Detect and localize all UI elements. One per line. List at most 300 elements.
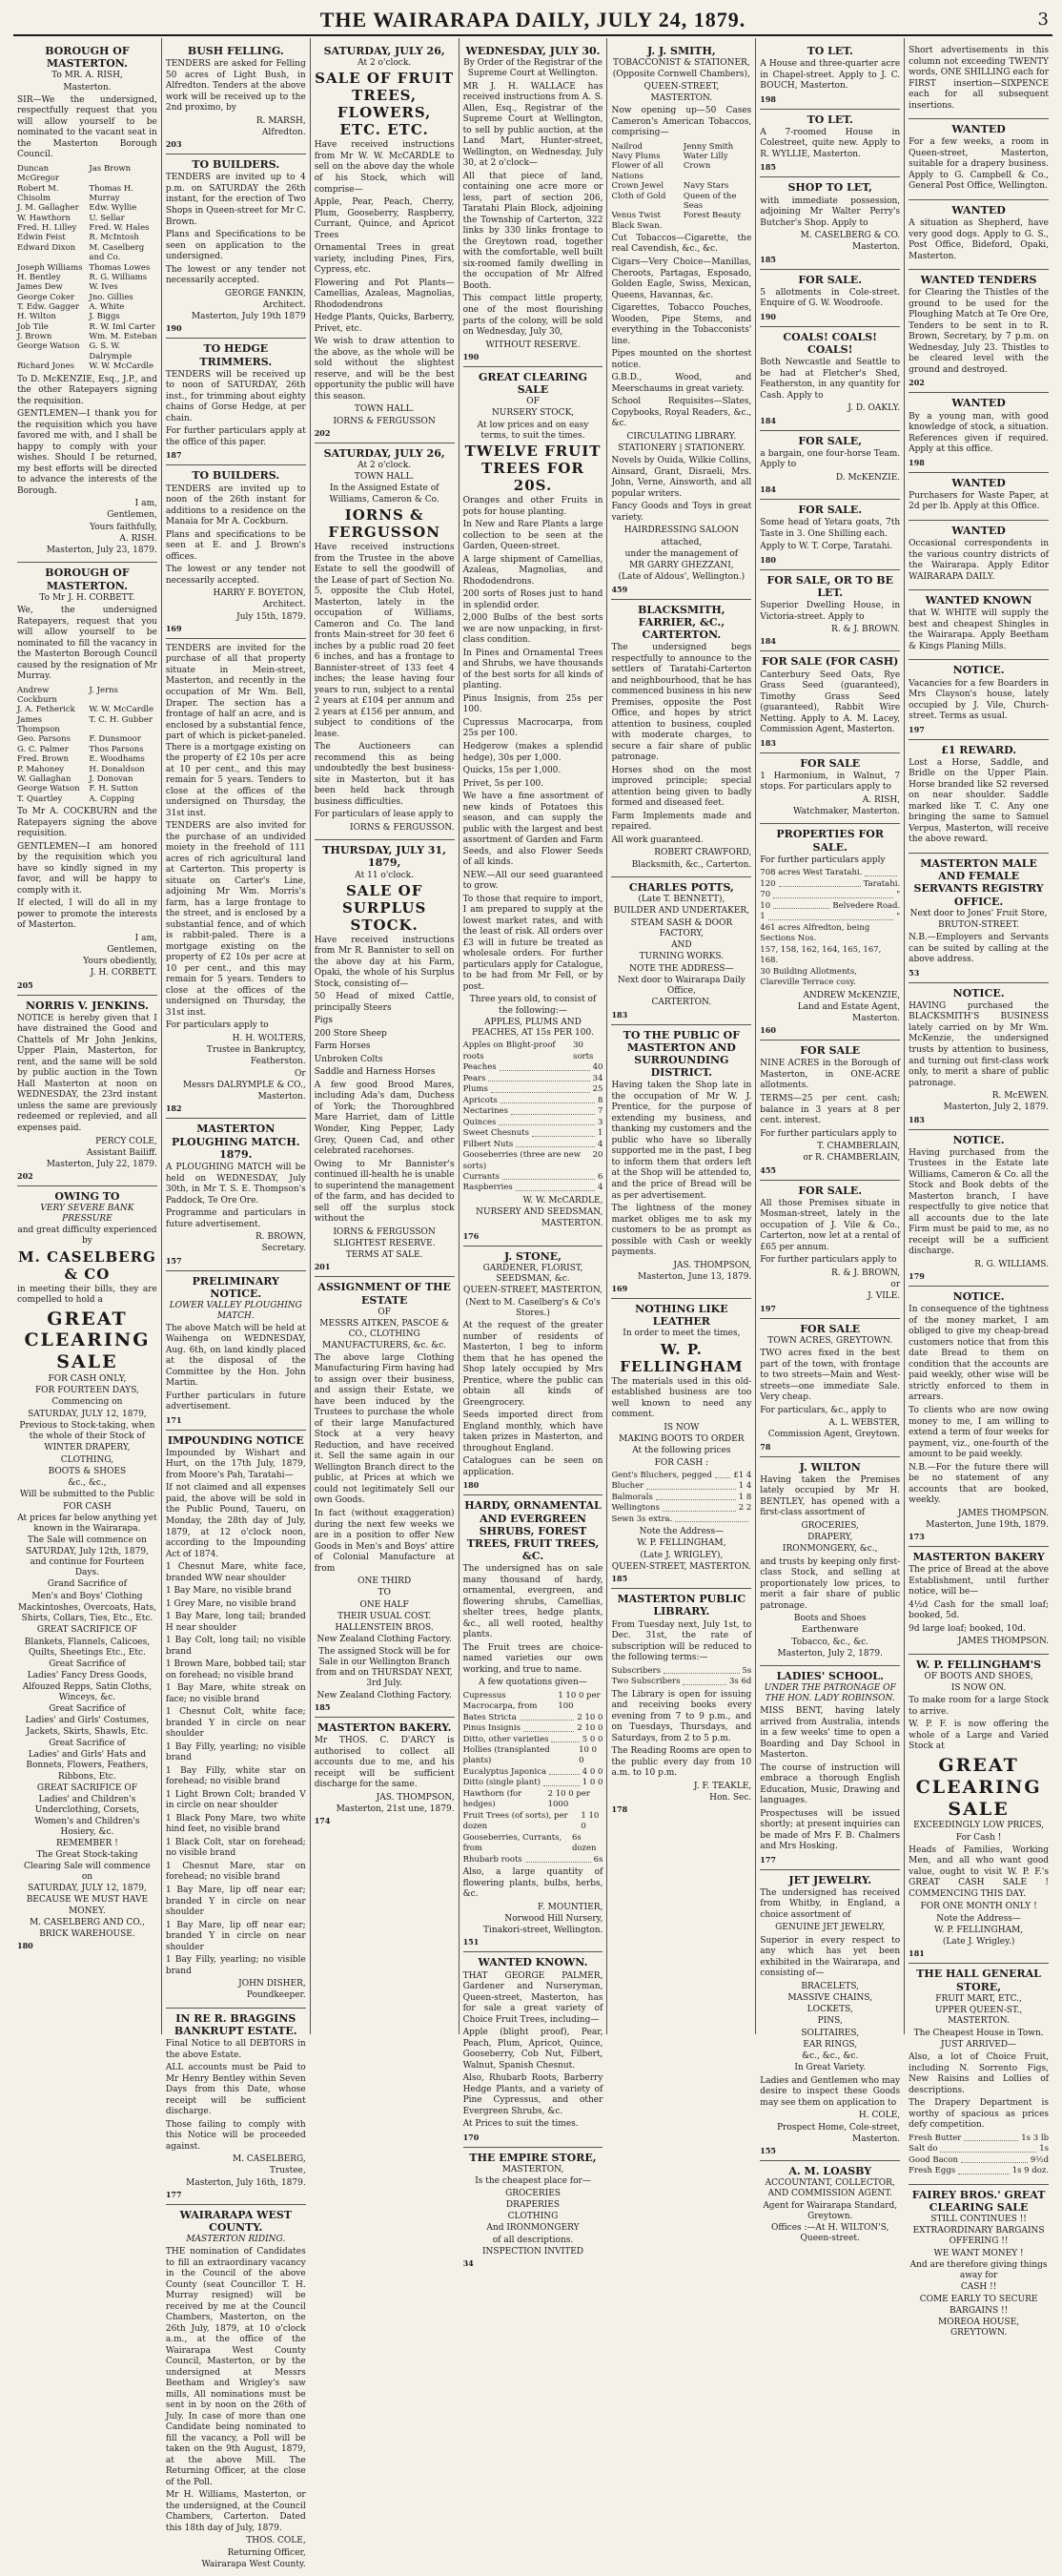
ad-signature: A. L. WEBSTER, <box>828 1418 901 1429</box>
price-row <box>463 1745 603 1767</box>
price-item: Gent's Bluchers, pegged <box>611 1470 712 1480</box>
ad-signature: Masterton, July 19th 1879 <box>191 312 306 322</box>
ad-number: 171 <box>165 1414 182 1425</box>
ad-heading: FOR SALE, <box>798 434 863 447</box>
ad-heading: FOR SALE (FOR CASH) <box>762 655 899 669</box>
ad-paragraph: Quicks, 15s per 1,000. <box>462 766 562 776</box>
price-item: 10 <box>760 900 771 911</box>
advertisement <box>760 1870 900 2161</box>
column-4 <box>460 38 608 2269</box>
ad-paragraph: If elected, I will do all in my power to promote the interests of Masterton. <box>17 898 157 931</box>
price-list <box>760 868 900 988</box>
price-value: 2 10 0 <box>577 1712 603 1722</box>
ad-line: The Great Stock-taking Clearing Sale will commence on <box>23 1850 151 1882</box>
price-item: Fruit Trees (of sorts), per dozen <box>462 1810 568 1832</box>
price-row <box>463 1118 603 1128</box>
ad-signature: T. CHAMBERLAIN, <box>817 1142 901 1152</box>
price-value: 2 10 0 per 1000 <box>547 1788 590 1810</box>
ad-line: IS NOW ON. <box>950 1683 1007 1694</box>
ad-number: 183 <box>760 737 776 748</box>
ad-heading: MASTERTON MALE AND FEMALE SERVANTS REGISTRY OFFICE. <box>913 856 1044 908</box>
ad-number: 184 <box>760 636 776 647</box>
ad-line: QUEEN-STREET, MASTERTON, <box>462 1286 603 1296</box>
ad-heading: BOROUGH OF MASTERTON. <box>45 45 130 71</box>
ad-signature: Masterton, July 23, 1879. <box>46 546 157 556</box>
ad-line: WINTER DRAPERY, <box>44 1443 131 1453</box>
ad-signature: A. RISH, <box>862 794 901 805</box>
price-item: 30 Building Allotments, Clareville Terrace cosy. <box>760 966 857 988</box>
price-row <box>463 1855 603 1865</box>
ad-paragraph: Mr H. Williams, Masterton, or the undersigned, at the Council Chambers, Carterton. Dated this 18th day of July, 1879. <box>165 2490 306 2533</box>
ad-paragraph: W. P. F. is now offering the whole of a Large and Varied Stock at <box>909 1720 1050 1752</box>
ad-heading: TO BUILDERS. <box>192 158 280 172</box>
ad-line: Great Sacrifice of <box>49 1704 126 1715</box>
ad-paragraph: For further particulars apply <box>760 855 886 865</box>
advertisement <box>909 521 1049 590</box>
ad-line: GROCERIES <box>505 2188 561 2198</box>
ad-line: Note the Address— <box>639 1527 725 1537</box>
name-item: M. Caselberg and Co. <box>89 242 145 263</box>
ad-paragraph: TENDERS are invited for the purchase of all that property situate in Mein-street, Masterton, and recently in the occupation of Mr Wm. Bell, Draper. The section has a frontage of half an acre, and is enclosed by a substantial fence, part of which is picket-paneled. There is a mortgage existing on the property of £2 10s per acre at 10 per cent., and this may remain for 5 years. Tenders to close at the offices of the undersigned on Thursday, the 31st inst. <box>165 643 306 818</box>
leader-dots <box>516 1140 595 1147</box>
ad-line: HAIRDRESSING SALOON <box>623 526 739 536</box>
price-row <box>760 890 900 900</box>
price-item: Filbert Nuts <box>462 1139 514 1149</box>
name-item: George Watson <box>17 341 80 352</box>
name-item: F. Dunsmoor <box>89 734 141 745</box>
ad-number: 53 <box>909 967 920 978</box>
ad-heading: OWING TO <box>54 1190 120 1204</box>
ad-line: of all descriptions. <box>492 2235 574 2245</box>
ad-line: attached, <box>661 537 703 547</box>
ad-paragraph: A few good Brood Mares, including Ada's dam, Duchess of York; the Thoroughbred Mare Harriet, dam of Little Wonder, King Pepper, Lady Grey, Queen Cad, and other celebrated racehorses. <box>314 1080 455 1157</box>
price-item: Eucalyptus Japonica <box>462 1766 547 1777</box>
impounded-item: 1 Bay Mare, lip off near ear; branded Y in circle on near shoulder <box>165 1920 306 1952</box>
ad-paragraph: From Tuesday next, July 1st, to Dec. 31st, the rate of subscription will be reduced to the following terms:— <box>611 1619 752 1663</box>
ad-heading: BOROUGH OF MASTERTON. <box>45 567 130 592</box>
ad-heading: MASTERTON PLOUGHING MATCH. 1879. <box>171 1123 300 1161</box>
ad-paragraph: SIR—We the undersigned, respectfully request that you will allow yourself to be nominated to the vacant seat in the Masterton Borough Council. <box>17 94 157 160</box>
ad-paragraph: TERMS—25 per cent. cash; balance in 3 years at 8 per cent. interest. <box>760 1094 901 1126</box>
ad-paragraph: Impounded by Wishart and Hurt, on the 17th July, 1879, from Moore's Pah, Taratahi— <box>165 1448 306 1480</box>
ad-paragraph: in meeting their bills, they are compelled to hold a <box>17 1284 157 1306</box>
ad-line: DRAPERY, <box>807 1533 853 1543</box>
ad-signature: IORNS & FERGUSSON. <box>350 822 455 833</box>
price-row <box>611 1666 751 1677</box>
impounded-item: 1 Black Colt, star on forehead; no visible brand <box>165 1837 306 1859</box>
price-value: 34 <box>592 1073 603 1083</box>
advertisement <box>166 2205 306 2576</box>
ad-paragraph: GENTLEMEN—I thank you for the requisition which you have favored me with, and I shall be happy to comply with your wishes. Should I be returned, my best efforts will be directed to advance the interests of the Borough. <box>17 409 157 496</box>
impounded-item: 1 Bay Mare, long tail; branded H near shoulder <box>165 1612 306 1633</box>
advertisement <box>909 983 1049 1130</box>
ad-heading: HARDY, ORNAMENTAL AND EVERGREEN SHRUBS, FOREST TREES, FRUIT TREES, &C. <box>464 1499 602 1563</box>
ad-paragraph: Have received instructions from Mr R. Bannister to sell on the above day at his Farm, Opaki, the whole of his Surplus Stock, consisting of— <box>314 935 455 989</box>
ad-number: 173 <box>909 1532 925 1542</box>
name-item: R. McIntosh <box>89 233 139 243</box>
advertisement <box>166 41 306 155</box>
ad-signature: J. F. TEAKLE, <box>693 1781 752 1791</box>
ad-paragraph: We, the undersigned Ratepayers, request that you will allow yourself to be nominated to fill the vacancy in the Masterton Borough Council caused by the resignation of Mr Murray. <box>17 606 157 682</box>
ad-line: And are therefore giving things away for <box>909 2259 1048 2281</box>
price-row <box>463 1183 603 1193</box>
ad-display-heading: SALE OF SURPLUS STOCK. <box>341 881 427 934</box>
ad-paragraph: Have received instructions from the Trustee in the above Estate to sell the goodwill of the Lease of part of Section No. 5, opposite the Club Hotel, Masterton, lately in the occupation of Williams, Cameron and Co. The land fronts Main-street for 30 feet 6 inches by a public road 20 feet 6 inches, and has a frontage to Bannister-street of 133 feet 4 inches; the lease having four years to run, subject to a rental 2 years at £104 per annum and 2 years at £156 per annum, and subject to conditions of the lease. <box>314 542 455 739</box>
name-item: Thomas Lowes <box>89 262 151 273</box>
ad-paragraph: Vacancies for a few Boarders in Mrs Clayson's house, lately occupied by J. Vile, Church-street. Terms as usual. <box>909 678 1050 722</box>
ad-line: FRUIT MART, ETC., <box>935 1993 1022 2004</box>
ad-display-heading: W. P. FELLINGHAM <box>620 1340 744 1375</box>
name-list <box>611 142 751 231</box>
ad-paragraph: ALL accounts must be Paid to Mr Henry Bentley within Seven Days from this Date, whose receipt will be sufficient discharge. <box>165 2063 306 2117</box>
ad-line: OF <box>378 1307 391 1317</box>
ad-line: The Sale will commence on SATURDAY, July 12th, 1879, and continue for Fourteen Days. <box>25 1535 149 1578</box>
ad-paragraph: HAVING purchased the BLACKSMITH'S BUSINESS lately carried on by Mr Wm. McKenzie, the undersigned trusts by attention to business, and turning out first-class work only, to merit a share of public patronage. <box>909 1000 1050 1088</box>
ad-subheading: MASTERTON RIDING. <box>186 2235 286 2245</box>
ad-line: STATIONERY | STATIONERY. <box>618 443 745 453</box>
ad-paragraph: Privet, 5s per 100. <box>462 778 544 789</box>
ad-line: And IRONMONGERY <box>486 2223 580 2234</box>
ad-line: CARTERTON. <box>651 998 712 1008</box>
ad-line: FOR ONE MONTH ONLY ! <box>920 1902 1037 1912</box>
ad-paragraph: Having purchased from the Trustees in the Estate late Williams, Cameron & Co. all the Stock and Book debts of the Masterton branch, I have respectfully to give notice that all accounts due to the late Firm must be paid to me, as no receipt will be a sufficient discharge. <box>909 1147 1050 1257</box>
advertisement <box>909 41 1049 119</box>
price-row <box>463 1096 603 1106</box>
price-value: 1 4 <box>738 1481 752 1492</box>
column-2 <box>162 38 311 2569</box>
ad-paragraph: Cupressus Macrocarpa, from 25s per 100. <box>462 717 603 739</box>
advertisement <box>17 41 157 563</box>
ad-paragraph: Saddle and Harness Horses <box>314 1067 436 1078</box>
ad-number: 198 <box>760 93 776 104</box>
ad-banner: GREAT CLEARING SALE <box>24 1308 151 1373</box>
ad-paragraph: TENDERS are invited up to noon of the 26th instant for additions to a residence on the Manaia for Mr A. Cockburn. <box>165 484 306 527</box>
ad-heading: J. J. SMITH, <box>647 45 716 57</box>
leader-dots <box>964 2133 1018 2141</box>
price-row <box>611 1503 751 1514</box>
ad-line: New Zealand Clothing Factory. <box>317 1635 452 1645</box>
ad-signature: MASTERTON. <box>541 1219 603 1229</box>
ad-heading: TO LET. <box>807 45 853 57</box>
ad-line: Is the cheapest place for— <box>475 2176 591 2187</box>
ad-heading: IN RE R. BRAGGINS BANKRUPT ESTATE. <box>174 2011 297 2037</box>
ad-signature: Masterton, 21st une, 1879. <box>336 1803 455 1814</box>
price-row <box>760 967 900 989</box>
advertisement <box>166 639 306 1120</box>
leader-dots <box>502 1172 595 1180</box>
ad-paragraph: Cigars—Very Choice—Manillas, Cheroots, Partagas, Esposado, Golden Eagle, Swiss, Mexican, Queens, Havannas, &c. <box>611 258 752 300</box>
ad-paragraph: The course of instruction will embrace a thorough English Education, Music, Drawing and languages. <box>760 1762 901 1806</box>
ad-line: FOR CASH <box>63 1501 112 1512</box>
ad-paragraph: Ornamental Trees in great variety, including Pines, Firs, Cypress, etc. <box>314 243 455 276</box>
ad-number: 205 <box>17 979 33 990</box>
ad-paragraph: The price of Bread at the above Establishment, until further notice, will be— <box>909 1565 1050 1597</box>
advertisement <box>17 1186 157 1955</box>
price-row <box>463 1789 603 1811</box>
ad-paragraph: The above large Clothing Manufacturing Firm having had to assign over their business, and assign their Estate, we have been induced by the Trustees to purchase the whole of their large Manufactured Stock at a very heavy Reduction, and have received it. Sell the same again in our Wellington Branch direct to the public, at Prices at which we could not legitimately Sell our own Goods. <box>314 1352 455 1506</box>
price-value: 1 <box>598 1128 603 1139</box>
ad-number: 180 <box>760 554 776 565</box>
advertisement <box>166 339 306 465</box>
ad-heading: ASSIGNMENT OF THE ESTATE <box>317 1281 451 1307</box>
ad-heading: NOTICE. <box>952 1133 1005 1146</box>
advertisement <box>760 1181 900 1319</box>
ad-heading: BUSH FELLING. <box>187 45 284 57</box>
name-item: E. Woodhams <box>89 754 145 765</box>
ad-line: IORNS & FERGUSSON <box>333 1226 436 1237</box>
ad-paragraph: The undersigned has on sale many thousand of hardy, ornamental, evergreen, and flowering shrubs, Camellias, shelter trees, hedge plants, &c., all well rooted, healthy plants. <box>462 1564 603 1640</box>
name-item: Andrew Cockburn <box>17 685 57 706</box>
ad-line: (Opposite Cornwell Chambers), <box>612 70 750 80</box>
advertisement <box>909 854 1049 983</box>
advertisement <box>760 1457 900 1667</box>
ad-paragraph: 200 sorts of Roses just to hand in splendid order. <box>462 589 603 610</box>
advertisement <box>909 119 1049 200</box>
name-item: James Thompson <box>17 714 60 735</box>
ad-line: EAR RINGS, <box>803 2039 858 2050</box>
ad-line: Offices :—At H. WILTON'S, Queen-street. <box>771 2223 889 2244</box>
ad-number: 177 <box>760 1854 776 1865</box>
ad-paragraph: The Reading Rooms are open to the public every day from 10 a.m. to 10 p.m. <box>611 1746 752 1779</box>
ad-heading: WAIRARAPA WEST COUNTY. <box>179 2208 292 2235</box>
ad-heading: WANTED <box>951 476 1006 489</box>
price-row <box>760 912 900 922</box>
ad-line: (Late J. Wrigley.) <box>942 1937 1015 1947</box>
name-item: Robert M. Chisolm <box>17 183 59 204</box>
ad-heading: NOTICE. <box>952 664 1005 677</box>
ad-line: In Great Variety. <box>794 2063 867 2073</box>
price-list <box>463 1041 603 1194</box>
price-value: 1s <box>1039 2144 1050 2154</box>
name-item: Jenny Smith <box>683 141 734 152</box>
name-item: Thos Parsons <box>89 744 144 754</box>
ad-paragraph: Both Newcastle and Seattle to be had at Fletcher's Shed, Featherston, in any quantity for Cash. Apply to <box>760 358 901 401</box>
ad-paragraph: Apple (blight proof), Pear, Peach, Plum, Apricot, Quince, Gooseberry, Cob Nut, Filbert, Walnut, Spanish Chesnut. <box>462 2028 603 2071</box>
ad-paragraph: For further particulars apply to <box>760 1255 897 1266</box>
name-item: J. Jerns <box>89 685 118 695</box>
price-value: 1s 3 lb <box>1021 2133 1050 2143</box>
name-item: T. Edw. Gagger <box>17 302 79 312</box>
ad-heading: CHARLES POTTS, <box>628 880 734 894</box>
price-value: Belvedere Road. <box>832 900 901 911</box>
ad-signature: Yours obediently, <box>83 957 157 967</box>
ad-heading: WEDNESDAY, JULY 30. <box>465 45 601 57</box>
impounded-item: 1 Brown Mare, bobbed tail; star on forehead; no visible brand <box>165 1659 306 1680</box>
ad-line: In the Assigned Estate of Williams, Cameron & Co. <box>329 484 439 505</box>
price-row <box>463 1140 603 1150</box>
column-3 <box>311 38 460 2034</box>
ad-paragraph: Having taken the Shop late in the occupation of Mr W. J. Prentice, for the purpose of extending my business, and thanking my customers and the public who have so liberally supported me in the past, I beg to inform them that orders left at the Shop will be attended to, and the price of Bread will be as per advertisement. <box>611 1081 752 1201</box>
ad-paragraph: NINE ACRES in the Borough of Masterton, in ONE-ACRE allotments. <box>760 1059 901 1091</box>
advertisement <box>909 200 1049 270</box>
ad-display-heading: IORNS & FERGUSSON <box>328 505 440 541</box>
ad-paragraph: Occasional correspondents in the various country districts of the Wairarapa. Apply Editor WAIRARAPA DAILY. <box>909 539 1050 582</box>
advertisement <box>909 660 1049 739</box>
price-row <box>463 1778 603 1788</box>
price-list <box>611 1471 751 1525</box>
price-list <box>909 2133 1049 2177</box>
ad-line: Masterton, July 2, 1879. <box>777 1648 883 1659</box>
ad-line: M. CASELBERG AND CO., <box>29 1917 145 1927</box>
price-item: Apricots <box>462 1095 498 1105</box>
ad-number: 202 <box>909 378 925 388</box>
ad-line: INSPECTION INVITED <box>481 2246 584 2257</box>
ad-paragraph: Flowering and Pot Plants—Camellias, Azaleas, Magnolias, Rhododendrons <box>314 278 455 310</box>
ad-line: (Late of Aldous', Wellington.) <box>618 572 745 583</box>
ad-number: 183 <box>909 1114 925 1124</box>
ad-heading: TO BUILDERS. <box>192 469 280 483</box>
leader-dots <box>940 2144 1036 2152</box>
advertisement <box>315 840 455 1277</box>
ad-paragraph: For particulars, &c., apply to <box>760 1405 887 1415</box>
ad-line: THEIR USUAL COST. <box>337 1611 432 1621</box>
ad-line: IS NOW <box>664 1422 700 1432</box>
ad-line: Note the Address— <box>936 1913 1021 1924</box>
ad-paragraph: To make room for a large Stock to arrive. <box>909 1696 1050 1717</box>
ad-line: FOR CASH ONLY, <box>48 1373 127 1384</box>
advertisement <box>463 1495 603 1952</box>
ad-line: PINS, <box>817 2016 843 2027</box>
ad-number: 184 <box>760 484 776 495</box>
name-item: J. A. Fetherick <box>17 705 75 715</box>
ad-signature: Messrs DALRYMPLE & CO., <box>183 1080 306 1090</box>
ad-line: LOCKETS, <box>807 2005 853 2015</box>
ad-signature: Trustee in Bankruptcy, <box>206 1045 306 1056</box>
ad-paragraph: Further particulars in future advertisement. <box>165 1391 306 1412</box>
ad-line: At prices far below anything yet known in the Wairarapa. <box>17 1513 157 1535</box>
ad-paragraph: The undersigned has received from Whitby, in England, a choice assortment of <box>760 1887 901 1920</box>
ad-number: 151 <box>462 1937 480 1947</box>
name-item: A. Copping <box>89 793 135 804</box>
ad-paragraph: Hedgerow (makes a splendid hedge), 30s per 1,000. <box>462 742 603 763</box>
name-item: H. Donaldson <box>89 764 145 774</box>
ad-line: MR GARRY GHEZZANI, <box>629 561 734 571</box>
ad-signature: or R. CHAMBERLAIN, <box>803 1153 901 1164</box>
advertisement <box>17 996 157 1187</box>
ad-heading: THURSDAY, JULY 31, 1879, <box>322 844 446 870</box>
price-item: Subscribers <box>611 1665 661 1676</box>
ad-heading: NOTICE. <box>952 986 1005 999</box>
ad-signature: JAMES THOMPSON. <box>957 1508 1050 1518</box>
advertisement <box>760 41 900 110</box>
price-value: 9½d <box>1030 2154 1050 2165</box>
ad-line: GREAT SACRIFICE OF <box>36 1625 137 1636</box>
price-item: Good Bacon <box>909 2154 958 2165</box>
column-6 <box>756 38 905 2244</box>
ad-line: Blankets, Flannels, Calicoes, Quilts, Sheetings Etc., Etc. <box>24 1637 151 1658</box>
ad-line: Great Sacrifice of <box>49 1738 126 1748</box>
ad-signature: Architect. <box>262 600 306 610</box>
advertisement <box>760 270 900 327</box>
advertisement <box>760 1666 900 1869</box>
advertisement <box>909 473 1049 521</box>
ad-display-heading: M. CASELBERG & CO <box>18 1247 156 1283</box>
ad-line: Next door to Jones' Fruit Store, <box>909 908 1048 918</box>
ad-paragraph: Those failing to comply with this Notice will be proceeded against. <box>165 2119 306 2152</box>
price-value: 1 10 0 <box>581 1810 600 1832</box>
ad-number: 185 <box>760 162 776 173</box>
advertisement <box>611 1299 751 1589</box>
ad-line: Will be submitted to the Public <box>19 1490 155 1500</box>
ad-paragraph: The Auctioneers can recommend this as being undoubtedly the best business-site in Masterton, but it has been held back through business difficulties. <box>314 742 455 807</box>
ad-paragraph: Also, a lot of Choice Fruit, including N. Sorrento Figs, New Raisins and Lollies of descriptions. <box>909 2052 1050 2095</box>
ad-paragraph: for Clearing the Thistles of the ground to be used for the Ploughing Match at Te Ore Ore, Tenders to be sent in to R. Brown, Secretary, by 7 p.m. on Wednesday, July 23. Thistles to be cleared level with the ground and destroyed. <box>909 288 1050 375</box>
ad-line: Ladies' and Girls' Costumes, Jackets, Skirts, Shawls, Etc. <box>25 1716 150 1737</box>
ad-line: and great difficulty experienced by <box>17 1226 157 1247</box>
name-item: Queen of the Seas <box>683 191 737 211</box>
ad-heading: TO HEDGE TRIMMERS. <box>199 342 273 368</box>
price-value: 4 <box>598 1183 603 1193</box>
ad-number: 78 <box>760 1441 771 1452</box>
price-value: 1 8 <box>738 1492 752 1502</box>
advertisement <box>315 1277 455 1717</box>
price-item: Balmorals <box>611 1492 653 1502</box>
ad-banner: GREAT CLEARING SALE <box>915 1754 1042 1820</box>
price-row <box>760 945 900 967</box>
price-row <box>909 2166 1049 2176</box>
ad-signature: Masterton, July 22, 1879. <box>46 1160 157 1170</box>
advertisement <box>760 327 900 431</box>
ad-paragraph: with immediate possession, adjoining Mr Walter Perry's Butcher's Shop. Apply to <box>760 196 901 228</box>
price-value: 6s <box>593 1854 603 1865</box>
advertisement <box>909 393 1049 472</box>
impounded-item: 1 Chesnut Mare, white face, branded WW near shoulder <box>165 1562 306 1583</box>
ad-line: BUILDER AND UNDERTAKER, <box>613 906 750 917</box>
advertisement <box>166 2009 306 2205</box>
ad-number: 455 <box>760 1164 776 1175</box>
name-item: W. W. McCardle <box>89 361 154 372</box>
ad-line: Ladies' Fancy Dress Goods, Alfouzed Repps, Satin Cloths, Winceys, &c. <box>22 1671 153 1702</box>
impounded-item: 1 Grey Mare, no visible brand <box>165 1598 296 1609</box>
ad-heading: FOR SALE. <box>798 273 863 286</box>
ad-line: TURNING WORKS. <box>639 952 725 962</box>
price-row <box>611 1677 751 1687</box>
ad-paragraph: In New and Rare Plants a large collection to be seen at the Garden, Queen-street. <box>462 520 603 552</box>
ad-number: 185 <box>314 1701 331 1712</box>
ad-paragraph: Ladies and Gentlemen who may desire to inspect these Goods may see them on application to <box>760 2075 901 2108</box>
ad-paragraph: 5 allotments in Cole-street. Enquire of G. W. Woodroofe. <box>760 287 901 309</box>
price-row <box>463 1062 603 1073</box>
price-row <box>463 1811 603 1833</box>
ad-signature: J. H. CORBETT. <box>90 968 157 979</box>
ad-heading: IMPOUNDING NOTICE <box>167 1433 304 1447</box>
leader-dots <box>551 1735 579 1742</box>
price-value: 40 <box>592 1062 603 1073</box>
ad-paragraph: TENDERS are asked for Felling 50 acres of Light Bush, in Alfredton. Tenders at the above work will be received up to the 2nd proximo, by <box>165 59 306 113</box>
price-value: 8 <box>598 1095 603 1105</box>
price-item: 708 acres West Taratahi. <box>760 868 863 878</box>
advertisement <box>611 41 751 600</box>
price-item: Apples on Blight-proof roots <box>462 1041 556 1061</box>
advertisement <box>463 367 603 1247</box>
page-number: 3 <box>1037 10 1049 30</box>
ad-paragraph: MR J. H. WALLACE has received instructions from A. S. Allen, Esq., Registrar of the Supreme Court at Wellington, to sell by public auction, at the Land Mart, Hunter-street, Wellington, on Wednesday, July 30, at 2 o'clock— <box>462 81 603 169</box>
ad-heading: THE EMPIRE STORE, <box>469 2151 597 2164</box>
ad-paragraph: The Drapery Department is worthy of spacious as prices defy competition. <box>909 2098 1050 2131</box>
price-item: Blucher <box>611 1481 644 1492</box>
price-item: Wellingtons <box>611 1503 660 1514</box>
price-value: 5 0 0 <box>582 1734 603 1744</box>
price-row <box>463 1106 603 1117</box>
ad-line: TERMS AT SALE. <box>345 1250 423 1261</box>
ad-line: MOREOA HOUSE, GREYTOWN. <box>938 2318 1020 2339</box>
leader-dots <box>656 1493 736 1500</box>
ad-signature: Returning Officer, <box>227 2547 306 2558</box>
price-value: 2 10 0 <box>577 1723 603 1734</box>
ad-line: The assigned Stock will be for Sale in our Wellington Branch from and on THURSDAY NEXT, 3rd July. <box>316 1646 453 1689</box>
ad-paragraph: and trusts by keeping only first-class Stock, and selling at proportionately low prices, to merit a fair share of public patronage. <box>760 1556 901 1611</box>
ad-signature: HARRY F. BOYETON, <box>213 588 306 599</box>
